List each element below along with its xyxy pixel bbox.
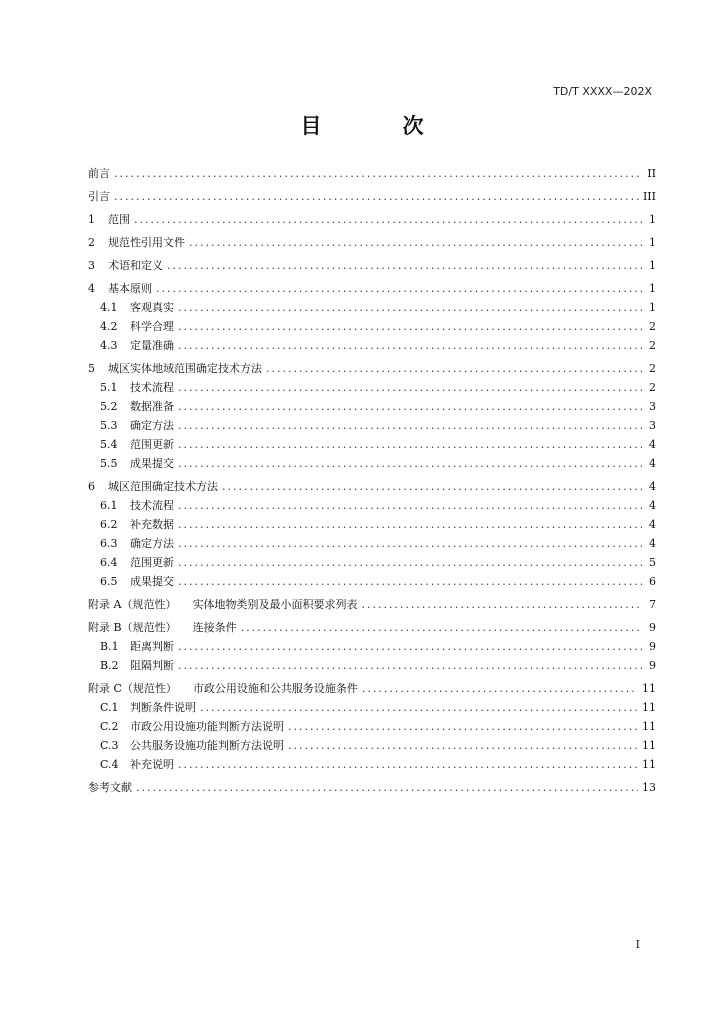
toc-entry-title: 城区范围确定技术方法 [108, 480, 218, 493]
toc-entry-title: 基本原则 [108, 282, 152, 295]
toc-entry-page: 11 [642, 682, 656, 695]
toc-entry-title: 补充说明 [130, 758, 174, 771]
toc-entry-number: 4 [88, 282, 95, 295]
toc-entry[interactable] [88, 679, 656, 698]
toc-entry-page: 4 [649, 499, 656, 512]
toc-entry-number: 5 [88, 362, 95, 375]
toc-dot-leader [178, 637, 642, 656]
toc-entry-number: 5.4 [100, 438, 118, 451]
toc-entry[interactable] [88, 336, 656, 355]
toc-entry[interactable] [88, 256, 656, 275]
toc-entry-number: 附录 C（规范性） [88, 682, 177, 695]
toc-entry[interactable] [88, 187, 656, 206]
toc-entry-page: 11 [642, 739, 656, 752]
toc-entry-title: 定量准确 [130, 339, 174, 352]
toc-entry-title: 判断条件说明 [130, 701, 196, 714]
toc-entry-title: 技术流程 [130, 499, 174, 512]
toc-entry-title: 成果提交 [130, 575, 174, 588]
toc-dot-leader [361, 595, 642, 614]
toc-entry[interactable] [88, 553, 656, 572]
toc-entry-page: 2 [649, 362, 656, 375]
toc-entry-page: 9 [649, 640, 656, 653]
page-title: 目 次 [300, 114, 454, 138]
toc-dot-leader [178, 572, 642, 591]
toc-entry-page: II [647, 167, 656, 180]
toc-dot-leader [114, 164, 642, 183]
toc-dot-leader [134, 210, 642, 229]
toc-entry[interactable] [88, 637, 656, 656]
toc-entry-page: 3 [649, 419, 656, 432]
toc-entry[interactable] [88, 698, 656, 717]
toc-entry[interactable] [88, 477, 656, 496]
toc-entry-page: 1 [649, 301, 656, 314]
toc-entry-page: 2 [649, 320, 656, 333]
toc-entry-title: 实体地物类别及最小面积要求列表 [192, 598, 358, 611]
toc-dot-leader [178, 378, 642, 397]
toc-entry[interactable] [88, 778, 656, 797]
toc-entry-title: 引言 [88, 190, 110, 203]
toc-entry-title: 规范性引用文件 [108, 236, 185, 249]
toc-entry[interactable] [88, 595, 656, 614]
toc-entry[interactable] [88, 416, 656, 435]
toc-entry-number: 6.2 [100, 518, 118, 531]
toc-entry-title: 数据准备 [130, 400, 174, 413]
toc-entry-page: 2 [649, 381, 656, 394]
toc-dot-leader [178, 317, 642, 336]
toc-entry-number: 附录 A（规范性） [88, 598, 177, 611]
toc-entry[interactable] [88, 317, 656, 336]
toc-entry-number: 3 [88, 259, 95, 272]
toc-dot-leader [241, 618, 642, 637]
toc-entry-title: 城区实体地域范围确定技术方法 [108, 362, 262, 375]
toc-dot-leader [288, 736, 638, 755]
toc-entry-title: 参考文献 [88, 781, 132, 794]
toc-entry[interactable] [88, 164, 656, 183]
toc-entry-page: 3 [649, 400, 656, 413]
toc-entry-page: 4 [649, 438, 656, 451]
toc-entry-title: 客观真实 [130, 301, 174, 314]
toc-entry[interactable] [88, 736, 656, 755]
toc-entry-title: 术语和定义 [108, 259, 163, 272]
toc-entry-page: 1 [649, 213, 656, 226]
toc-entry-number: 1 [88, 213, 95, 226]
toc-entry-number: 5.1 [100, 381, 118, 394]
toc-entry[interactable] [88, 454, 656, 473]
toc-entry-title: 阻隔判断 [130, 659, 174, 672]
toc-entry-page: III [642, 190, 656, 203]
toc-entry-number: 5.2 [100, 400, 118, 413]
toc-dot-leader [178, 755, 638, 774]
document-code: TD/T XXXX—202X [553, 85, 652, 98]
toc-entry-title: 成果提交 [130, 457, 174, 470]
toc-entry-page: 1 [649, 259, 656, 272]
toc-dot-leader [178, 553, 642, 572]
toc-entry-page: 9 [649, 621, 656, 634]
toc-entry-page: 2 [649, 339, 656, 352]
toc-entry[interactable] [88, 656, 656, 675]
toc-entry[interactable] [88, 397, 656, 416]
toc-entry-title: 科学合理 [130, 320, 174, 333]
toc-dot-leader [178, 397, 642, 416]
toc-dot-leader [136, 778, 638, 797]
toc-dot-leader [178, 515, 642, 534]
toc-entry-number: C.1 [100, 701, 119, 714]
toc-entry-number: B.1 [100, 640, 119, 653]
toc-dot-leader [222, 477, 642, 496]
toc-entry-number: 4.3 [100, 339, 118, 352]
toc-entry-page: 4 [649, 537, 656, 550]
toc-dot-leader [167, 256, 642, 275]
toc-entry-page: 7 [649, 598, 656, 611]
toc-entry-title: 补充数据 [130, 518, 174, 531]
toc-entry-page: 11 [642, 758, 656, 771]
toc-dot-leader [200, 698, 638, 717]
toc-entry-title: 确定方法 [130, 537, 174, 550]
toc-entry[interactable] [88, 233, 656, 252]
toc-entry-page: 1 [649, 282, 656, 295]
toc-entry-page: 4 [649, 480, 656, 493]
toc-entry[interactable] [88, 279, 656, 298]
toc-entry-number: 5.5 [100, 457, 118, 470]
toc-entry-number: 附录 B（规范性） [88, 621, 177, 634]
toc-dot-leader [288, 717, 638, 736]
toc-dot-leader [178, 416, 642, 435]
toc-dot-leader [156, 279, 642, 298]
toc-entry-title: 市政公用设施功能判断方法说明 [130, 720, 284, 733]
toc-entry[interactable] [88, 717, 656, 736]
toc-entry-page: 11 [642, 720, 656, 733]
table-of-contents [88, 160, 656, 797]
toc-dot-leader [266, 359, 642, 378]
toc-entry-number: 2 [88, 236, 95, 249]
toc-entry[interactable] [88, 378, 656, 397]
toc-dot-leader [178, 454, 642, 473]
toc-entry-title: 范围更新 [130, 438, 174, 451]
toc-entry-title: 范围更新 [130, 556, 174, 569]
toc-entry-title: 距离判断 [130, 640, 174, 653]
toc-entry-number: C.4 [100, 758, 119, 771]
toc-entry-number: 5.3 [100, 419, 118, 432]
toc-dot-leader [189, 233, 642, 252]
toc-entry-title: 市政公用设施和公共服务设施条件 [192, 682, 358, 695]
toc-dot-leader [178, 496, 642, 515]
toc-dot-leader [178, 435, 642, 454]
toc-entry[interactable] [88, 618, 656, 637]
toc-entry[interactable] [88, 210, 656, 229]
toc-entry-number: 6.4 [100, 556, 118, 569]
toc-entry-page: 4 [649, 518, 656, 531]
toc-entry-title: 前言 [88, 167, 110, 180]
toc-entry[interactable] [88, 534, 656, 553]
toc-entry-number: B.2 [100, 659, 119, 672]
toc-entry[interactable] [88, 572, 656, 591]
toc-entry-page: 9 [649, 659, 656, 672]
toc-entry[interactable] [88, 359, 656, 378]
toc-dot-leader [178, 534, 642, 553]
toc-entry-number: 6.1 [100, 499, 118, 512]
toc-entry-page: 1 [649, 236, 656, 249]
toc-entry-number: C.2 [100, 720, 119, 733]
toc-entry[interactable] [88, 435, 656, 454]
toc-dot-leader [178, 336, 642, 355]
footer-page-number: I [635, 938, 640, 951]
toc-dot-leader [114, 187, 639, 206]
toc-dot-leader [362, 679, 638, 698]
toc-entry-page: 5 [649, 556, 656, 569]
toc-entry-title: 公共服务设施功能判断方法说明 [130, 739, 284, 752]
toc-entry-title: 范围 [108, 213, 130, 226]
toc-entry-title: 确定方法 [130, 419, 174, 432]
toc-entry[interactable] [88, 496, 656, 515]
toc-entry-page: 11 [642, 701, 656, 714]
toc-entry-number: 6.3 [100, 537, 118, 550]
toc-entry-page: 13 [642, 781, 656, 794]
toc-entry[interactable] [88, 298, 656, 317]
toc-entry-title: 技术流程 [130, 381, 174, 394]
toc-dot-leader [178, 298, 642, 317]
toc-entry-title: 连接条件 [192, 621, 237, 634]
toc-dot-leader [178, 656, 642, 675]
toc-entry[interactable] [88, 755, 656, 774]
toc-entry-page: 6 [649, 575, 656, 588]
toc-entry-number: 6.5 [100, 575, 118, 588]
toc-entry-number: 4.2 [100, 320, 118, 333]
toc-entry-page: 4 [649, 457, 656, 470]
toc-entry-number: C.3 [100, 739, 119, 752]
toc-entry[interactable] [88, 515, 656, 534]
toc-entry-number: 4.1 [100, 301, 118, 314]
toc-entry-number: 6 [88, 480, 95, 493]
